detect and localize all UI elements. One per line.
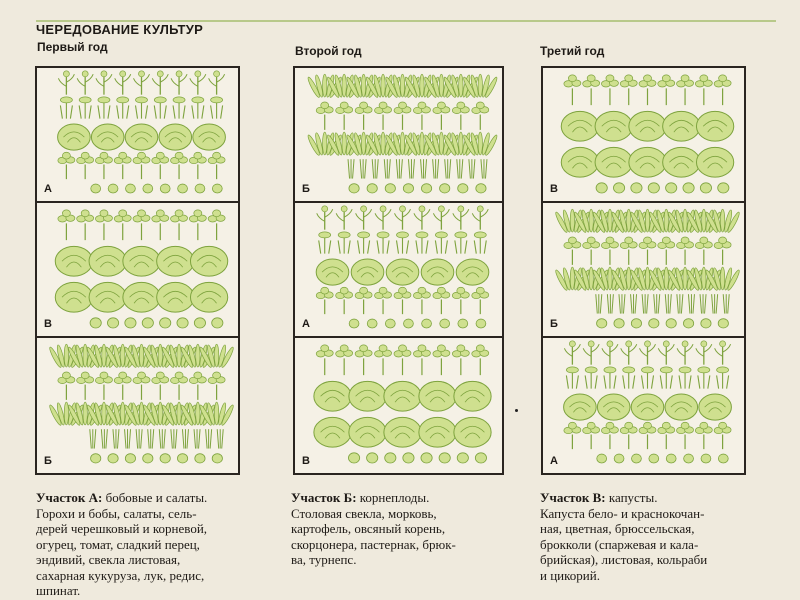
- plant-row-grass: [596, 294, 729, 313]
- garden-plot: [295, 338, 502, 473]
- caption-line: сахарная кукуруза, лук, редис,: [36, 567, 205, 583]
- garden-plot: [37, 203, 238, 338]
- plot-illustration: [37, 68, 238, 203]
- plot-letter: Б: [302, 183, 310, 195]
- plant-row-tall: [58, 152, 225, 179]
- plant-row-small: [90, 318, 223, 328]
- year-label-3: Третий год: [540, 44, 605, 58]
- plant-row-small: [91, 184, 222, 193]
- plant-row-leafy: [554, 267, 741, 291]
- plant-row-small: [597, 319, 729, 328]
- caption-text: бобовые и салаты.: [102, 490, 208, 505]
- plant-row-lettuce: [319, 232, 487, 254]
- plot-illustration: [543, 338, 744, 473]
- plant-row-grass: [348, 159, 487, 178]
- stray-dot: [515, 409, 518, 412]
- caption-line: брокколи (спаржевая и кала-: [540, 536, 699, 552]
- plant-row-leafy: [554, 209, 741, 233]
- plant-row-cabbage: [316, 259, 489, 285]
- plot-letter: Б: [550, 318, 558, 330]
- caption-line: огурец, томат, сладкий перец,: [36, 536, 200, 552]
- plant-row-cabbage: [564, 394, 732, 420]
- plant-row-tall: [564, 422, 731, 449]
- plot-illustration: [543, 203, 744, 338]
- caption-heading: Участок В:: [540, 490, 606, 505]
- caption-line: ная, цветная, брюссельская,: [540, 521, 695, 536]
- caption-line: дерей черешковый и корневой,: [36, 521, 208, 536]
- plant-row-grass: [90, 429, 223, 448]
- plant-row-tall: [316, 287, 489, 314]
- garden-plot: [543, 68, 744, 203]
- plot-illustration: [295, 338, 502, 473]
- plot-illustration: [295, 68, 502, 203]
- plant-row-lettuce: [60, 97, 222, 119]
- plant-row-corn: [317, 206, 489, 230]
- caption-line: [540, 490, 780, 506]
- caption-line: Капуста бело- и краснокочан-: [540, 505, 705, 521]
- plant-row-cabbage: [58, 124, 226, 150]
- plot-letter: А: [44, 183, 52, 195]
- plant-row-corn: [564, 341, 730, 365]
- year-label-2: Второй год: [295, 44, 362, 58]
- plant-row-lettuce: [566, 367, 728, 389]
- year-1-column: [35, 66, 240, 475]
- plant-row-tall: [316, 345, 489, 375]
- plant-row-small: [349, 184, 486, 193]
- plant-row-tall: [316, 102, 489, 130]
- plant-row-small: [349, 319, 486, 328]
- caption-line: Горохи и бобы, салаты, сель-: [36, 505, 197, 521]
- plant-row-cabbage: [55, 246, 227, 276]
- garden-plot: [37, 68, 238, 203]
- caption-line: [291, 490, 521, 506]
- plant-row-tall: [564, 237, 731, 265]
- plant-row-cabbage: [55, 282, 227, 312]
- caption-text: капусты.: [605, 490, 658, 505]
- page-title: ЧЕРЕДОВАНИЕ КУЛЬТУР: [36, 22, 204, 37]
- plant-row-cabbage: [314, 417, 491, 447]
- plant-row-tall: [58, 210, 225, 240]
- plant-row-leafy: [48, 402, 235, 426]
- caption-line: шпинат.: [36, 583, 81, 598]
- caption-line: и цикорий.: [540, 567, 600, 583]
- plant-row-small: [597, 454, 728, 463]
- plot-illustration: [543, 68, 744, 203]
- caption-line: [36, 490, 271, 506]
- plot-letter: В: [302, 455, 310, 467]
- plot-letter: А: [302, 318, 310, 330]
- caption-plot-a: [36, 490, 271, 599]
- plot-illustration: [37, 203, 238, 338]
- garden-plot: [37, 338, 238, 473]
- caption-line: эндивий, свекла листовая,: [36, 552, 181, 567]
- caption-line: картофель, овсяный корень,: [291, 521, 446, 536]
- plot-letter: Б: [44, 455, 52, 467]
- plant-row-corn: [58, 71, 224, 95]
- garden-plot: [295, 203, 502, 338]
- plot-letter: А: [550, 455, 558, 467]
- garden-plot: [543, 338, 744, 473]
- plant-row-small: [596, 183, 729, 193]
- plant-row-cabbage: [561, 147, 733, 177]
- year-3-column: [541, 66, 746, 475]
- plant-row-leafy: [306, 132, 498, 156]
- year-label-1: Первый год: [37, 40, 108, 54]
- caption-text: корнеплоды.: [356, 490, 430, 505]
- plot-illustration: [37, 338, 238, 473]
- year-2-column: [293, 66, 504, 475]
- caption-line: скорцонера, пастернак, брюк-: [291, 536, 456, 552]
- caption-line: брийская), листовая, кольраби: [540, 552, 708, 567]
- plant-row-tall: [58, 372, 225, 400]
- caption-line: ва, турнепс.: [291, 552, 357, 567]
- caption-plot-v: [540, 490, 780, 583]
- plot-letter: В: [550, 183, 558, 195]
- plot-illustration: [295, 203, 502, 338]
- caption-heading: Участок Б:: [291, 490, 357, 505]
- plant-row-cabbage: [561, 111, 733, 141]
- plant-row-leafy: [48, 344, 235, 368]
- caption-line: Столовая свекла, морковь,: [291, 505, 437, 521]
- garden-plot: [543, 203, 744, 338]
- caption-heading: Участок А:: [36, 490, 103, 505]
- plant-row-small: [91, 454, 223, 463]
- plant-row-cabbage: [314, 381, 491, 411]
- caption-plot-b: [291, 490, 521, 568]
- garden-plot: [295, 68, 502, 203]
- plant-row-small: [348, 453, 486, 463]
- plant-row-tall: [564, 75, 731, 105]
- plant-row-leafy: [306, 74, 498, 98]
- plot-letter: В: [44, 318, 52, 330]
